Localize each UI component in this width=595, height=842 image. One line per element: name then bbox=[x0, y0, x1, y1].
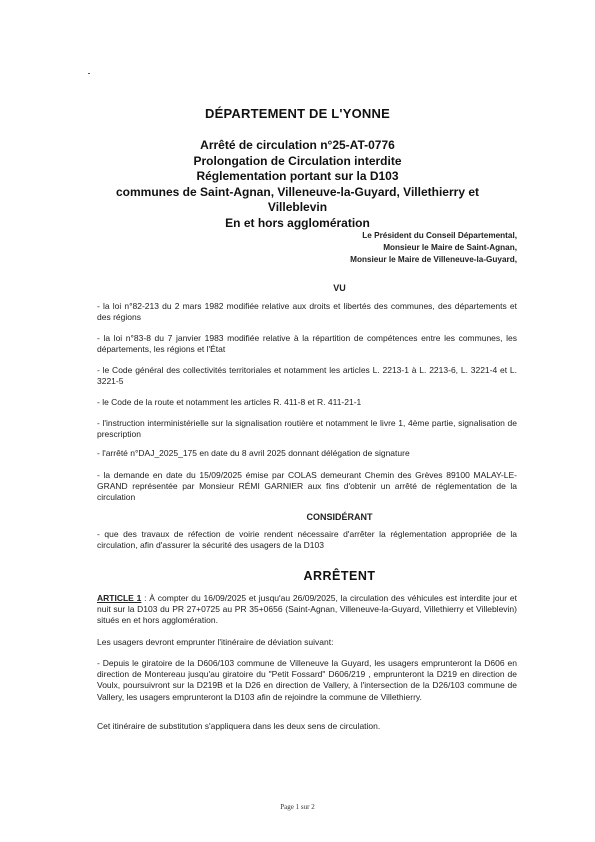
title-line: Réglementation portant sur la D103 bbox=[196, 169, 399, 184]
vu-item: - le Code général des collectivités territoriales et notamment les articles L. 2213-1 à L. 2213-6, L. 3221-4 et L. 3221-5 bbox=[97, 365, 517, 387]
article-1-label: ARTICLE 1 bbox=[97, 593, 142, 603]
signatory-line: Monsieur le Maire de Saint-Agnan, bbox=[383, 243, 517, 252]
title-line: Prolongation de Circulation interdite bbox=[193, 153, 402, 168]
considerant-text: - que des travaux de réfection de voirie rendent nécessaire d'arrêter la réglementation appropriée de la circulation, afin d'assurer la sécurité des usagers de la D103 bbox=[97, 529, 517, 551]
vu-item: - l'arrêté n°DAJ_2025_175 en date du 8 avril 2025 donnant délégation de signature bbox=[97, 448, 410, 458]
vu-item: - le Code de la route et notamment les articles R. 411-8 et R. 411-21-1 bbox=[97, 397, 362, 407]
detour-note: Cet itinéraire de substitution s'appliquera dans les deux sens de circulation. bbox=[97, 721, 381, 731]
page-number: Page 1 sur 2 bbox=[280, 803, 315, 811]
vu-item: - l'instruction interministérielle sur la signalisation routière et notamment le livre 1, 4ème partie, signalisation de prescription bbox=[97, 418, 517, 440]
title-line: Villeblevin bbox=[267, 200, 328, 215]
article-1-text: : À compter du 16/09/2025 et jusqu'au 26/09/2025, la circulation des véhicules est interdite jour et nuit sur la D103 du PR 27+0725 au PR 35+0656 (Saint-Agnan, Villeneuve-la-Guyard, Villethierry et Villeblevin) situés en et hors agglomération. bbox=[97, 593, 517, 626]
signatories bbox=[350, 230, 517, 266]
article-1 bbox=[97, 593, 517, 627]
vu-item: - la demande en date du 15/09/2025 émise par COLAS demeurant Chemin des Grèves 89100 MALAY-LE-GRAND représentée par Monsieur RÉMI GARNIER aux fins d'obtenir un arrêté de réglementation de la circulation bbox=[97, 470, 517, 503]
signatory-line: Le Président du Conseil Départemental, bbox=[362, 231, 517, 240]
considerant-heading: CONSIDÉRANT bbox=[306, 512, 373, 522]
signatory-line: Monsieur le Maire de Villeneuve-la-Guyard, bbox=[350, 255, 517, 264]
order-title bbox=[0, 138, 595, 232]
detour-intro: Les usagers devront emprunter l'itinéraire de déviation suivant: bbox=[97, 637, 334, 647]
vu-item: - la loi n°82-213 du 2 mars 1982 modifiée relative aux droits et libertés des communes, des départements et des régions bbox=[97, 301, 517, 323]
detour-route: - Depuis le giratoire de la D606/103 commune de Villeneuve la Guyard, les usagers emprunteront la D606 en direction de Montereau jusqu'au giratoire du "Petit Fossard" D606/219 , emprunteront la D219 en direction de Voulx, poursuivront sur la D219B et la D26 en direction de Vallery, à l'intersection de la D26/103 commune de Vallery, les usagers emprunteront la D103 afin de rejoindre la commune de Villethierry. bbox=[97, 658, 517, 702]
vu-heading: VU bbox=[333, 283, 346, 293]
scan-mark bbox=[88, 73, 90, 74]
arretent-heading: ARRÊTENT bbox=[303, 569, 376, 583]
title-line: Arrêté de circulation n°25-AT-0776 bbox=[200, 138, 395, 152]
department-heading: DÉPARTEMENT DE L'YONNE bbox=[205, 106, 390, 121]
title-line: En et hors agglomération bbox=[225, 215, 370, 230]
vu-item: - la loi n°83-8 du 7 janvier 1983 modifiée relative à la répartition de compétences entre les communes, les départements, les régions et l'État bbox=[97, 333, 517, 355]
title-line: communes de Saint-Agnan, Villeneuve-la-Guyard, Villethierry et bbox=[116, 184, 479, 199]
